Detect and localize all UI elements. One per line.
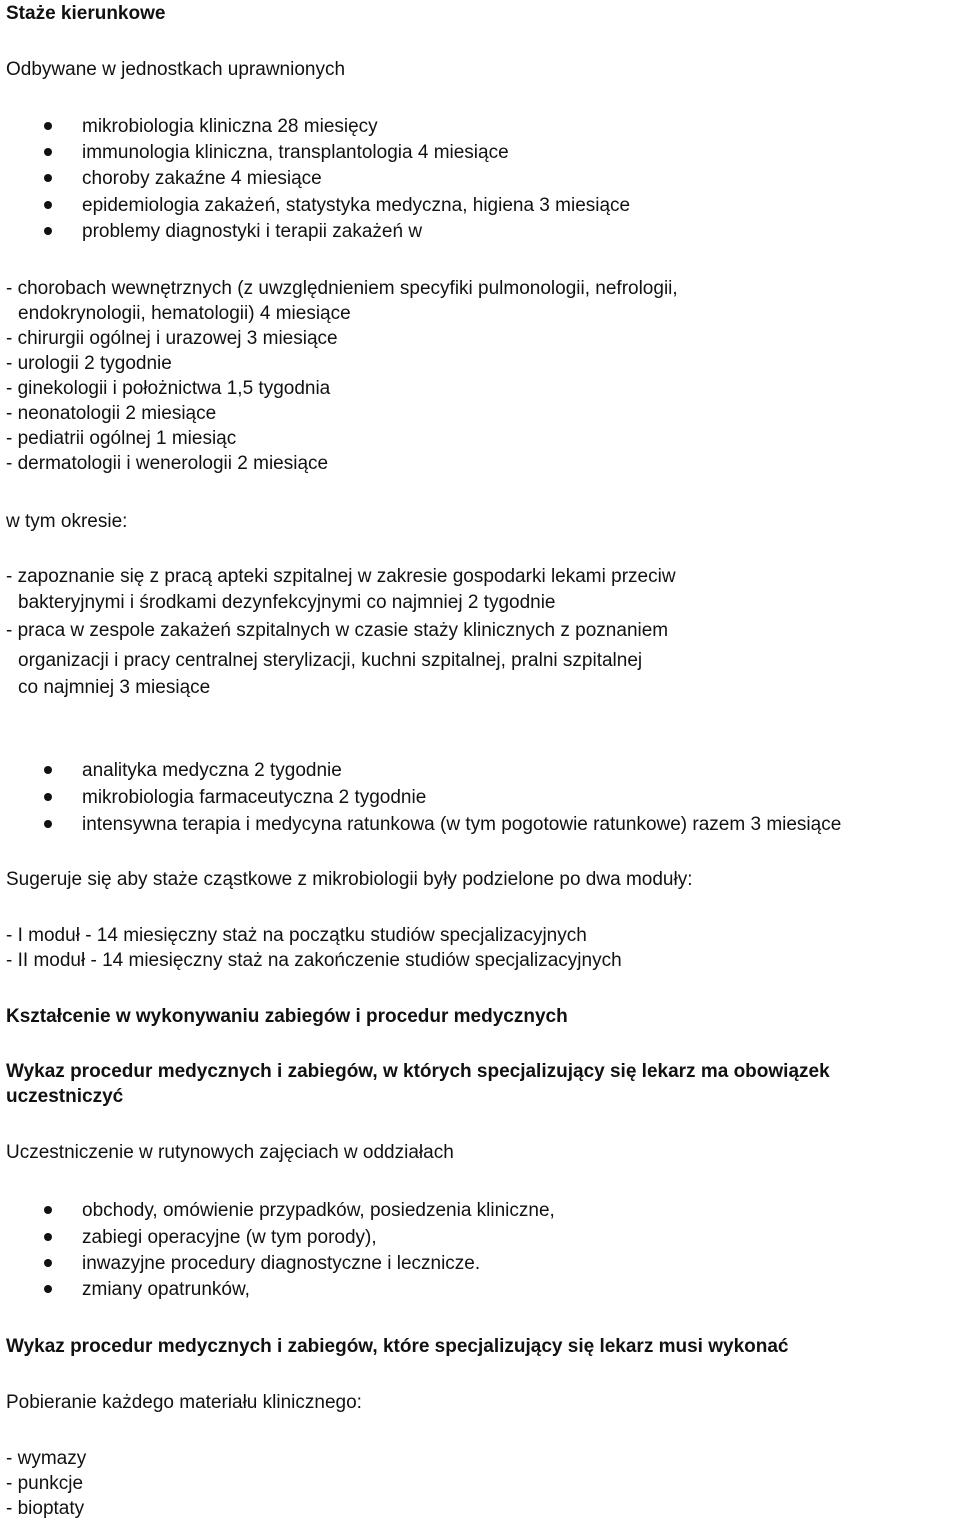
list-item: organizacji i pracy centralnej sterylizacji, kuchni szpitalnej, pralni szpitalnej xyxy=(18,650,643,671)
list-item: zabiegi operacyjne (w tym porody), xyxy=(82,1227,377,1248)
list-item: - ginekologii i położnictwa 1,5 tygodnia xyxy=(6,378,331,399)
list-item: - punkcje xyxy=(6,1473,84,1494)
list-item: inwazyjne procedury diagnostyczne i lecznicze. xyxy=(82,1253,481,1274)
list-item: - chirurgii ogólnej i urazowej 3 miesiące xyxy=(6,328,338,349)
heading-ksztalcenie: Kształcenie w wykonywaniu zabiegów i procedur medycznych xyxy=(6,1006,568,1027)
bullet-dot xyxy=(44,201,52,209)
bullet-dot xyxy=(44,1206,52,1214)
list-item: - dermatologii i wenerologii 2 miesiące xyxy=(6,453,329,474)
bullet-dot xyxy=(44,227,52,235)
list-item: epidemiologia zakażeń, statystyka medyczna, higiena 3 miesiące xyxy=(82,195,631,216)
list-item: - II moduł - 14 miesięczny staż na zakończenie studiów specjalizacyjnych xyxy=(6,950,622,971)
bullet-dot xyxy=(44,174,52,182)
pobieranie-text: Pobieranie każdego materiału klinicznego: xyxy=(6,1392,362,1413)
list-item: - pediatrii ogólnej 1 miesiąc xyxy=(6,428,237,449)
list-item: bakteryjnymi i środkami dezynfekcyjnymi co najmniej 2 tygodnie xyxy=(18,592,556,613)
bullet-dot xyxy=(44,1285,52,1293)
heading-wykaz-uczestniczyc: Wykaz procedur medycznych i zabiegów, w których specjalizujący się lekarz ma obowiązek xyxy=(6,1061,830,1082)
list-item: - praca w zespole zakażeń szpitalnych w czasie staży klinicznych z poznaniem xyxy=(6,620,669,641)
list-item: obchody, omówienie przypadków, posiedzenia kliniczne, xyxy=(82,1200,555,1221)
bullet-dot xyxy=(44,1233,52,1241)
list-item: - wymazy xyxy=(6,1448,87,1469)
bullet-dot xyxy=(44,793,52,801)
list-item: mikrobiologia kliniczna 28 miesięcy xyxy=(82,116,378,137)
list-item: co najmniej 3 miesiące xyxy=(18,677,211,698)
intro-text: Odbywane w jednostkach uprawnionych xyxy=(6,59,346,80)
heading-staze-kierunkowe: Staże kierunkowe xyxy=(6,3,166,24)
list-item: endokrynologii, hematologii) 4 miesiące xyxy=(18,303,351,324)
list-item: - I moduł - 14 miesięczny staż na początku studiów specjalizacyjnych xyxy=(6,925,587,946)
list-item: - urologii 2 tygodnie xyxy=(6,353,172,374)
list-item: - neonatologii 2 miesiące xyxy=(6,403,217,424)
bullet-dot xyxy=(44,122,52,130)
w-tym-okresie-label: w tym okresie: xyxy=(6,511,128,532)
list-item: - chorobach wewnętrznych (z uwzględnieniem specyfiki pulmonologii, nefrologii, xyxy=(6,278,678,299)
bullet-dot xyxy=(44,1259,52,1267)
uczestniczenie-text: Uczestniczenie w rutynowych zajęciach w oddziałach xyxy=(6,1142,454,1163)
list-item: mikrobiologia farmaceutyczna 2 tygodnie xyxy=(82,787,427,808)
list-item: analityka medyczna 2 tygodnie xyxy=(82,760,342,781)
list-item: - bioptaty xyxy=(6,1498,85,1519)
heading-wykaz-wykonac: Wykaz procedur medycznych i zabiegów, które specjalizujący się lekarz musi wykonać xyxy=(6,1336,789,1357)
list-item: choroby zakaźne 4 miesiące xyxy=(82,168,322,189)
bullet-dot xyxy=(44,766,52,774)
list-item: - zapoznanie się z pracą apteki szpitalnej w zakresie gospodarki lekami przeciw xyxy=(6,566,676,587)
list-item: zmiany opatrunków, xyxy=(82,1279,250,1300)
bullet-dot xyxy=(44,820,52,828)
list-item: intensywna terapia i medycyna ratunkowa (w tym pogotowie ratunkowe) razem 3 miesiące xyxy=(82,814,842,835)
list-item: problemy diagnostyki i terapii zakażeń w xyxy=(82,221,423,242)
list-item: immunologia kliniczna, transplantologia 4 miesiące xyxy=(82,142,509,163)
bullet-dot xyxy=(44,148,52,156)
sugestia-text: Sugeruje się aby staże cząstkowe z mikrobiologii były podzielone po dwa moduły: xyxy=(6,869,693,890)
heading-wykaz-uczestniczyc-cont: uczestniczyć xyxy=(6,1086,124,1107)
